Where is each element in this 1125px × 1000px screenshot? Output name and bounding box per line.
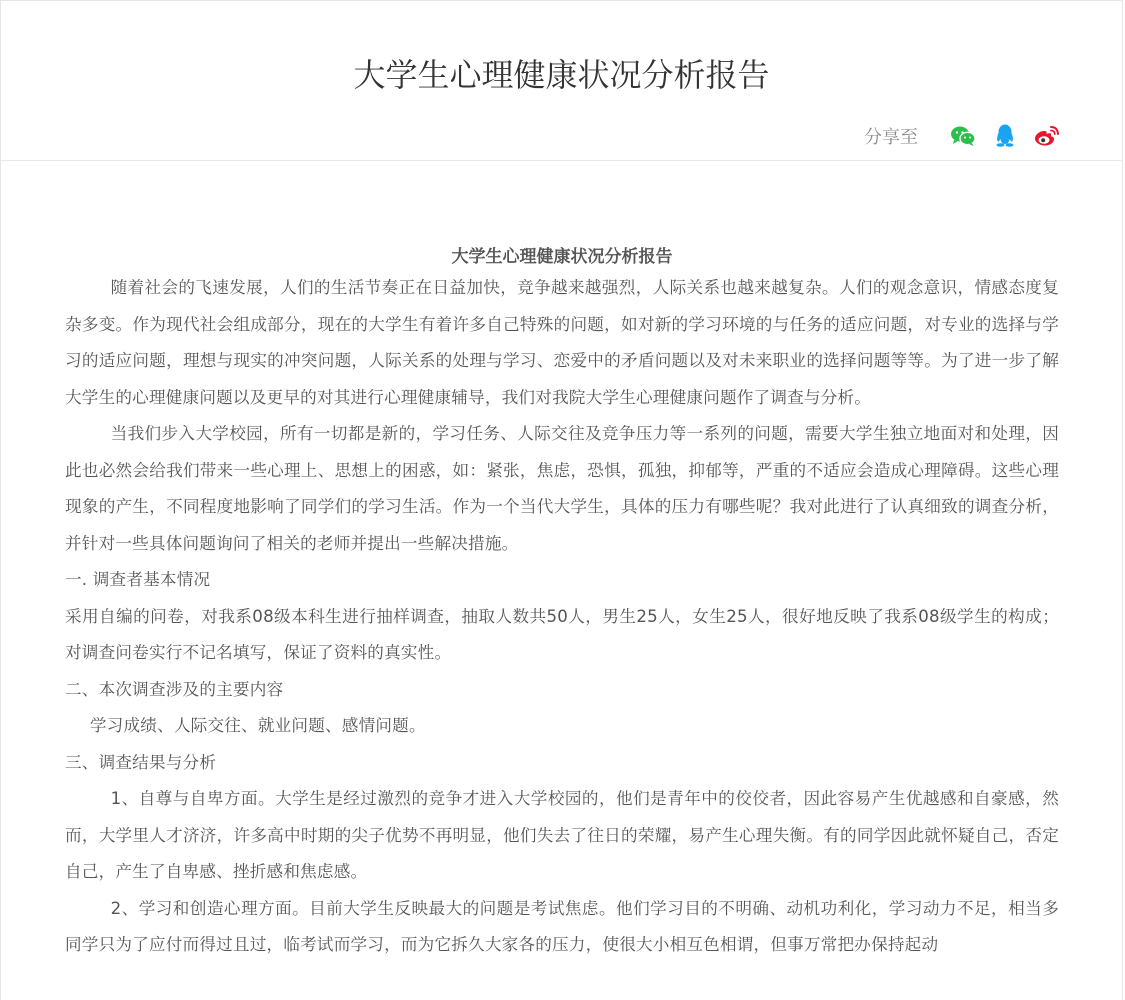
- section-heading: 二、本次调查涉及的主要内容: [65, 679, 284, 699]
- paragraph: 2、学习和创造心理方面。目前大学生反映最大的问题是考试焦虑。他们学习目的不明确、动机功利化，学习动力不足，相当多同学只为了应付而得过且过，临考试而学习，而为它拆久大家各的压力，使很大小相互色相谓，但事万常把办保持起动: [65, 898, 1059, 954]
- paragraph: 1、自尊与自卑方面。大学生是经过激烈的竞争才进入大学校园的，他们是青年中的佼佼者，因此容易产生优越感和自豪感，然而，大学里人才济济，许多高中时期的尖子优势不再明显，他们失去了往日的荣耀，易产生心理失衡。有的同学因此就怀疑自己，否定自己，产生了自卑感、挫折感和焦虑感。: [65, 789, 1059, 881]
- page-header: [1, 1, 1122, 161]
- article-title: 大学生心理健康状况分析报告: [451, 247, 673, 267]
- page-title: 大学生心理健康状况分析报告: [353, 56, 770, 94]
- share-bar: [864, 121, 1060, 151]
- paragraph: 随着社会的飞速发展，人们的生活节奏正在日益加快，竞争越来越强烈，人际关系也越来越复杂。人们的观念意识，情感态度复杂多变。作为现代社会组成部分，现在的大学生有着许多自己特殊的问题，如对新的学习环境的与任务的适应问题，对专业的选择与学习的适应问题，理想与现实的冲突问题，人际关系的处理与学习、恋爱中的矛盾问题以及对未来职业的选择问题等等。为了进一步了解大学生的心理健康问题以及更早的对其进行心理健康辅导，我们对我院大学生心理健康问题作了调查与分析。: [65, 278, 1059, 407]
- section-heading: 三、调查结果与分析: [65, 752, 217, 772]
- wechat-icon[interactable]: [950, 123, 976, 149]
- article-body: [1, 244, 1122, 964]
- paragraph: 采用自编的问卷，对我系08级本科生进行抽样调查，抽取人数共50人，男生25人，女生25人，很好地反映了我系08级学生的构成；对调查问卷实行不记名填写，保证了资料的真实性。: [65, 606, 1059, 662]
- share-label: 分享至: [864, 127, 918, 148]
- paragraph: 当我们步入大学校园，所有一切都是新的，学习任务、人际交往及竞争压力等一系列的问题，需要大学生独立地面对和处理，因此也必然会给我们带来一些心理上、思想上的困惑，如：紧张，焦虑，恐惧，孤独，抑郁等，严重的不适应会造成心理障碍。这些心理现象的产生，不同程度地影响了同学们的学习生活。作为一个当代大学生，具体的压力有哪些呢？我对此进行了认真细致的调查分析，并针对一些具体问题询问了相关的老师并提出一些解决措施。: [65, 424, 1059, 553]
- paragraph: 学习成绩、人际交往、就业问题、感情问题。: [89, 716, 426, 735]
- section-heading: 一. 调查者基本情况: [65, 570, 211, 589]
- qq-icon[interactable]: [992, 123, 1018, 149]
- weibo-icon[interactable]: [1034, 123, 1060, 149]
